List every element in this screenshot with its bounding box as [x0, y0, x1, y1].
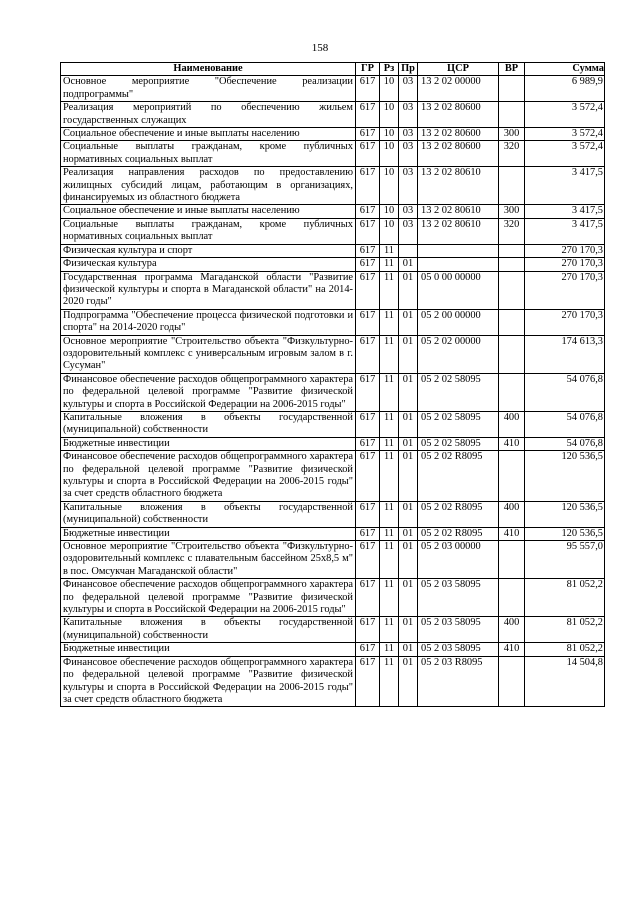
table-row — [61, 643, 605, 656]
cell-name: Государственная программа Магаданской области "Развитие физической культуры и спорта в Магаданской области" на 2014-2020 годы" — [61, 271, 356, 309]
cell-sum: 174 613,3 — [525, 335, 605, 373]
cell-csr: 05 2 02 58095 — [418, 437, 499, 450]
cell-rz: 11 — [380, 451, 399, 502]
cell-csr: 05 2 03 00000 — [418, 541, 499, 579]
cell-vr — [499, 373, 525, 411]
cell-pr: 01 — [399, 451, 418, 502]
cell-rz: 11 — [380, 579, 399, 617]
cell-pr: 03 — [399, 218, 418, 244]
cell-pr: 01 — [399, 643, 418, 656]
cell-gr: 617 — [356, 437, 380, 450]
cell-rz: 10 — [380, 76, 399, 102]
cell-name: Реализация мероприятий по обеспечению жильем государственных служащих — [61, 102, 356, 128]
cell-pr: 01 — [399, 579, 418, 617]
cell-gr: 617 — [356, 271, 380, 309]
cell-gr: 617 — [356, 643, 380, 656]
cell-vr — [499, 451, 525, 502]
table-row — [61, 579, 605, 617]
table-row — [61, 309, 605, 335]
cell-csr: 05 2 03 58095 — [418, 643, 499, 656]
cell-name: Подпрограмма "Обеспечение процесса физической подготовки и спорта" на 2014-2020 годы" — [61, 309, 356, 335]
cell-rz: 11 — [380, 411, 399, 437]
cell-pr: 03 — [399, 205, 418, 218]
cell-pr: 01 — [399, 335, 418, 373]
cell-csr: 05 2 02 R8095 — [418, 501, 499, 527]
cell-csr: 13 2 02 80600 — [418, 102, 499, 128]
cell-csr: 05 0 00 00000 — [418, 271, 499, 309]
table-row — [61, 373, 605, 411]
table-body — [61, 76, 605, 707]
cell-name: Финансовое обеспечение расходов общепрограммного характера по федеральной целевой программе "Развитие физической культуры и спорта в Российской Федерации на 2006-2015 годы" за счет средств областного бюджета — [61, 451, 356, 502]
cell-gr: 617 — [356, 128, 380, 141]
cell-vr: 410 — [499, 643, 525, 656]
cell-rz: 11 — [380, 335, 399, 373]
cell-sum: 54 076,8 — [525, 411, 605, 437]
cell-sum: 120 536,5 — [525, 527, 605, 540]
cell-vr: 300 — [499, 128, 525, 141]
cell-csr: 05 2 02 R8095 — [418, 451, 499, 502]
header-rz: Рз — [380, 63, 399, 76]
cell-rz: 10 — [380, 167, 399, 205]
cell-rz: 11 — [380, 617, 399, 643]
cell-sum: 270 170,3 — [525, 258, 605, 271]
cell-vr: 400 — [499, 617, 525, 643]
cell-sum: 120 536,5 — [525, 451, 605, 502]
cell-vr — [499, 541, 525, 579]
cell-pr: 03 — [399, 141, 418, 167]
cell-pr: 01 — [399, 373, 418, 411]
cell-vr — [499, 335, 525, 373]
header-csr: ЦСР — [418, 63, 499, 76]
cell-vr — [499, 309, 525, 335]
cell-name: Социальные выплаты гражданам, кроме публичных нормативных социальных выплат — [61, 218, 356, 244]
cell-sum: 270 170,3 — [525, 244, 605, 257]
cell-rz: 11 — [380, 541, 399, 579]
cell-gr: 617 — [356, 656, 380, 707]
cell-csr: 05 2 02 58095 — [418, 373, 499, 411]
cell-csr: 05 2 03 58095 — [418, 617, 499, 643]
header-vr: ВР — [499, 63, 525, 76]
cell-csr: 05 2 02 R8095 — [418, 527, 499, 540]
cell-gr: 617 — [356, 451, 380, 502]
cell-sum: 3 417,5 — [525, 205, 605, 218]
cell-rz: 11 — [380, 643, 399, 656]
cell-sum: 54 076,8 — [525, 373, 605, 411]
cell-gr: 617 — [356, 527, 380, 540]
cell-pr: 01 — [399, 271, 418, 309]
cell-rz: 11 — [380, 309, 399, 335]
cell-gr: 617 — [356, 541, 380, 579]
cell-name: Физическая культура — [61, 258, 356, 271]
table-row — [61, 411, 605, 437]
cell-rz: 11 — [380, 271, 399, 309]
cell-gr: 617 — [356, 102, 380, 128]
table-row — [61, 102, 605, 128]
cell-rz: 10 — [380, 128, 399, 141]
cell-gr: 617 — [356, 411, 380, 437]
cell-sum: 81 052,2 — [525, 643, 605, 656]
cell-vr — [499, 656, 525, 707]
cell-rz: 11 — [380, 258, 399, 271]
table-row — [61, 141, 605, 167]
cell-gr: 617 — [356, 501, 380, 527]
cell-name: Бюджетные инвестиции — [61, 527, 356, 540]
cell-pr: 03 — [399, 102, 418, 128]
cell-rz: 10 — [380, 205, 399, 218]
cell-rz: 11 — [380, 244, 399, 257]
table-row — [61, 656, 605, 707]
cell-sum: 3 417,5 — [525, 167, 605, 205]
cell-csr: 13 2 02 80610 — [418, 218, 499, 244]
header-pr: Пр — [399, 63, 418, 76]
cell-csr: 13 2 02 80600 — [418, 128, 499, 141]
cell-rz: 11 — [380, 656, 399, 707]
cell-vr — [499, 579, 525, 617]
cell-csr: 05 2 03 58095 — [418, 579, 499, 617]
cell-gr: 617 — [356, 617, 380, 643]
cell-rz: 10 — [380, 141, 399, 167]
cell-vr — [499, 76, 525, 102]
cell-csr: 13 2 02 80610 — [418, 205, 499, 218]
table-row — [61, 451, 605, 502]
cell-rz: 11 — [380, 437, 399, 450]
cell-gr: 617 — [356, 309, 380, 335]
cell-vr — [499, 271, 525, 309]
cell-pr: 01 — [399, 437, 418, 450]
cell-csr — [418, 258, 499, 271]
cell-pr: 03 — [399, 167, 418, 205]
cell-gr: 617 — [356, 244, 380, 257]
cell-vr: 410 — [499, 437, 525, 450]
cell-gr: 617 — [356, 335, 380, 373]
cell-csr: 13 2 02 80610 — [418, 167, 499, 205]
cell-name: Физическая культура и спорт — [61, 244, 356, 257]
page-number: 158 — [311, 42, 329, 54]
cell-pr: 03 — [399, 128, 418, 141]
cell-pr: 01 — [399, 501, 418, 527]
cell-pr: 03 — [399, 76, 418, 102]
cell-gr: 617 — [356, 76, 380, 102]
cell-name: Финансовое обеспечение расходов общепрограммного характера по федеральной целевой программе "Развитие физической культуры и спорта в Российской Федерации на 2006-2015 годы" — [61, 579, 356, 617]
table-row — [61, 437, 605, 450]
cell-name: Бюджетные инвестиции — [61, 643, 356, 656]
cell-csr: 05 2 00 00000 — [418, 309, 499, 335]
cell-gr: 617 — [356, 373, 380, 411]
cell-gr: 617 — [356, 579, 380, 617]
cell-csr: 05 2 03 R8095 — [418, 656, 499, 707]
header-name: Наименование — [61, 63, 356, 76]
cell-name: Капитальные вложения в объекты государственной (муниципальной) собственности — [61, 411, 356, 437]
cell-sum: 270 170,3 — [525, 271, 605, 309]
cell-gr: 617 — [356, 218, 380, 244]
cell-rz: 11 — [380, 501, 399, 527]
cell-sum: 3 572,4 — [525, 128, 605, 141]
cell-name: Социальное обеспечение и иные выплаты населению — [61, 205, 356, 218]
cell-pr: 01 — [399, 258, 418, 271]
cell-rz: 11 — [380, 373, 399, 411]
cell-sum: 14 504,8 — [525, 656, 605, 707]
cell-csr: 05 2 02 58095 — [418, 411, 499, 437]
cell-sum: 3 417,5 — [525, 218, 605, 244]
table-row — [61, 76, 605, 102]
cell-pr — [399, 244, 418, 257]
cell-pr: 01 — [399, 541, 418, 579]
table-row — [61, 335, 605, 373]
table-row — [61, 258, 605, 271]
cell-vr — [499, 167, 525, 205]
cell-pr: 01 — [399, 411, 418, 437]
table-row — [61, 501, 605, 527]
cell-pr: 01 — [399, 656, 418, 707]
cell-name: Капитальные вложения в объекты государственной (муниципальной) собственности — [61, 617, 356, 643]
cell-csr: 05 2 02 00000 — [418, 335, 499, 373]
header-sum: Сумма — [525, 63, 605, 76]
cell-rz: 10 — [380, 102, 399, 128]
table-row — [61, 244, 605, 257]
table-row — [61, 205, 605, 218]
cell-sum: 120 536,5 — [525, 501, 605, 527]
cell-name: Капитальные вложения в объекты государственной (муниципальной) собственности — [61, 501, 356, 527]
cell-rz: 11 — [380, 527, 399, 540]
cell-gr: 617 — [356, 258, 380, 271]
header-gr: ГР — [356, 63, 380, 76]
cell-pr: 01 — [399, 309, 418, 335]
cell-rz: 10 — [380, 218, 399, 244]
cell-name: Социальные выплаты гражданам, кроме публичных нормативных социальных выплат — [61, 141, 356, 167]
cell-name: Реализация направления расходов по предоставлению жилищных субсидий лицам, работающим в организациях, финансируемых из областного бюджета — [61, 167, 356, 205]
cell-sum: 95 557,0 — [525, 541, 605, 579]
cell-vr: 400 — [499, 501, 525, 527]
table-row — [61, 527, 605, 540]
cell-name: Финансовое обеспечение расходов общепрограммного характера по федеральной целевой программе "Развитие физической культуры и спорта в Российской Федерации на 2006-2015 годы" за счет средств областного бюджета — [61, 656, 356, 707]
table-row — [61, 218, 605, 244]
cell-vr: 320 — [499, 218, 525, 244]
cell-vr — [499, 244, 525, 257]
cell-name: Основное мероприятие "Строительство объекта "Физкультурно-оздоровительный комплекс с плавательным бассейном 25х8,5 м" в пос. Омсукчан Магаданской области" — [61, 541, 356, 579]
table-row — [61, 167, 605, 205]
table-row — [61, 617, 605, 643]
cell-vr — [499, 102, 525, 128]
cell-name: Социальное обеспечение и иные выплаты населению — [61, 128, 356, 141]
cell-name: Основное мероприятие "Строительство объекта "Физкультурно-оздоровительный комплекс с универсальным игровым залом в г. Сусуман" — [61, 335, 356, 373]
cell-pr: 01 — [399, 617, 418, 643]
cell-vr: 410 — [499, 527, 525, 540]
cell-vr: 400 — [499, 411, 525, 437]
cell-vr — [499, 258, 525, 271]
table-row — [61, 541, 605, 579]
cell-csr: 13 2 02 80600 — [418, 141, 499, 167]
table-row — [61, 271, 605, 309]
cell-csr — [418, 244, 499, 257]
cell-sum: 6 989,9 — [525, 76, 605, 102]
cell-name: Финансовое обеспечение расходов общепрограммного характера по федеральной целевой программе "Развитие физической культуры и спорта в Российской Федерации на 2006-2015 годы" — [61, 373, 356, 411]
cell-sum: 54 076,8 — [525, 437, 605, 450]
cell-pr: 01 — [399, 527, 418, 540]
budget-table — [60, 62, 605, 707]
cell-csr: 13 2 02 00000 — [418, 76, 499, 102]
table-row — [61, 128, 605, 141]
table-header-row — [61, 63, 605, 76]
cell-name: Основное мероприятие "Обеспечение реализации подпрограммы" — [61, 76, 356, 102]
cell-sum: 3 572,4 — [525, 102, 605, 128]
cell-sum: 81 052,2 — [525, 579, 605, 617]
cell-vr: 320 — [499, 141, 525, 167]
cell-gr: 617 — [356, 167, 380, 205]
cell-gr: 617 — [356, 205, 380, 218]
cell-sum: 81 052,2 — [525, 617, 605, 643]
cell-gr: 617 — [356, 141, 380, 167]
cell-name: Бюджетные инвестиции — [61, 437, 356, 450]
cell-sum: 270 170,3 — [525, 309, 605, 335]
cell-sum: 3 572,4 — [525, 141, 605, 167]
cell-vr: 300 — [499, 205, 525, 218]
